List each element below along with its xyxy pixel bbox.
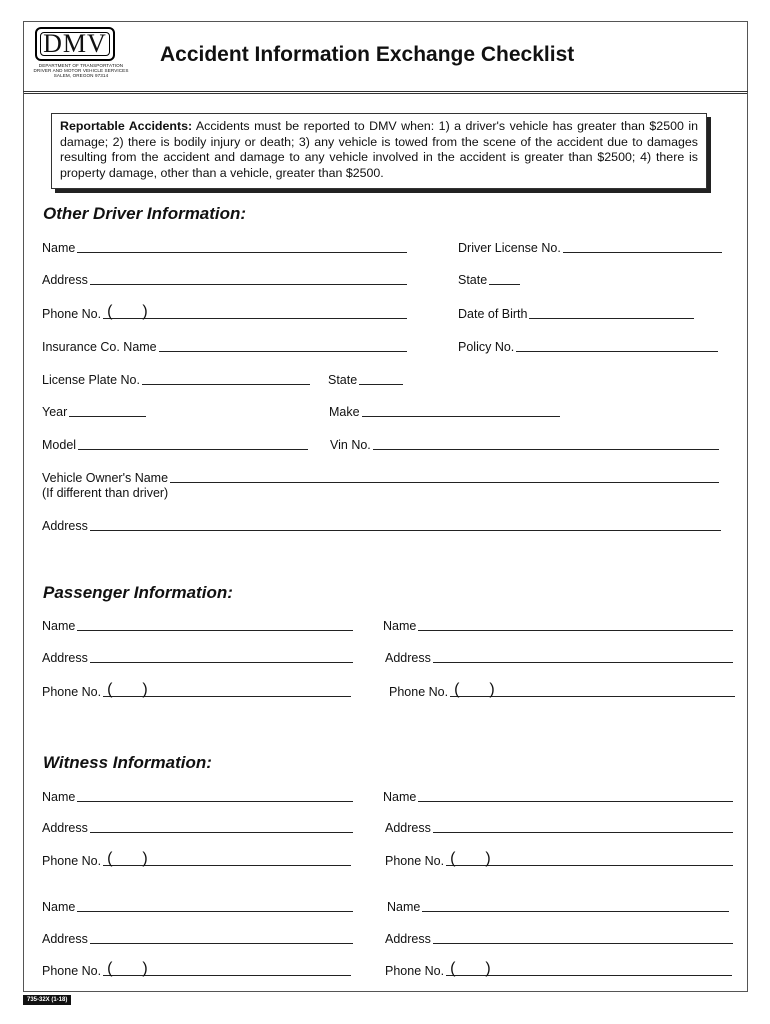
- area-code-parens: ( ): [454, 681, 495, 698]
- field-label: State: [328, 373, 358, 387]
- page-border-right: [747, 93, 748, 992]
- witness-3-phone-field[interactable]: [42, 960, 351, 978]
- field-label: Date of Birth: [458, 307, 528, 321]
- passenger-2-address-field[interactable]: [385, 650, 733, 665]
- area-code-parens: ( ): [107, 681, 148, 698]
- notice-lead: Reportable Accidents:: [60, 119, 193, 133]
- field-label: Address: [42, 821, 88, 835]
- field-label: Phone No.: [385, 964, 445, 978]
- passenger-2-phone-field[interactable]: [389, 681, 735, 699]
- field-label: Address: [385, 651, 431, 665]
- field-label: Vin No.: [330, 438, 371, 452]
- witness-4-name-field[interactable]: [387, 899, 729, 914]
- logo-subtitle-3: SALEM, OREGON 97314: [53, 73, 109, 78]
- field-label: State: [458, 273, 488, 287]
- passenger-2-name-field[interactable]: [383, 618, 733, 633]
- vin-number-field[interactable]: [330, 437, 719, 452]
- field-label: Name: [387, 900, 421, 914]
- area-code-parens: ( ): [107, 960, 148, 977]
- field-label: Name: [42, 619, 76, 633]
- field-label: License Plate No.: [42, 373, 140, 387]
- area-code-parens: ( ): [107, 850, 148, 867]
- witness-1-phone-field[interactable]: [42, 850, 351, 868]
- form-code-badge: 735-32X (1-18): [23, 995, 71, 1005]
- area-code-parens: ( ): [107, 303, 148, 320]
- dmv-logo: [27, 27, 135, 87]
- license-plate-field[interactable]: [42, 372, 310, 387]
- field-label: Phone No.: [385, 854, 445, 868]
- field-label: Driver License No.: [458, 241, 561, 255]
- vehicle-make-field[interactable]: [329, 404, 560, 419]
- area-code-parens: ( ): [450, 960, 491, 977]
- other-driver-state-field[interactable]: [458, 272, 520, 287]
- witness-2-phone-field[interactable]: [385, 850, 733, 868]
- area-code-parens: ( ): [450, 850, 491, 867]
- policy-number-field[interactable]: [458, 339, 718, 354]
- page-border-bottom: [23, 991, 748, 992]
- vehicle-owner-name-field[interactable]: [42, 470, 719, 485]
- owner-note: (If different than driver): [42, 486, 169, 500]
- field-label: Phone No.: [42, 964, 102, 978]
- field-label: Vehicle Owner's Name: [42, 471, 169, 485]
- date-of-birth-field[interactable]: [458, 306, 694, 321]
- field-label: Model: [42, 438, 77, 452]
- witness-1-name-field[interactable]: [42, 789, 353, 804]
- field-label: Phone No.: [389, 685, 449, 699]
- field-label: Name: [383, 619, 417, 633]
- field-label: Address: [42, 651, 88, 665]
- witness-4-phone-field[interactable]: [385, 960, 732, 978]
- witness-1-address-field[interactable]: [42, 820, 353, 835]
- passenger-1-name-field[interactable]: [42, 618, 353, 633]
- section-title-witness: Witness Information:: [43, 753, 212, 772]
- other-driver-phone-field[interactable]: [42, 303, 407, 321]
- field-label: Insurance Co. Name: [42, 340, 157, 354]
- other-driver-address-field[interactable]: [42, 272, 407, 287]
- section-title-passenger: Passenger Information:: [43, 583, 233, 602]
- witness-3-name-field[interactable]: [42, 899, 353, 914]
- logo-subtitle-2: DRIVER AND MOTOR VEHICLE SERVICES: [33, 68, 129, 73]
- field-label: Address: [42, 273, 88, 287]
- passenger-1-phone-field[interactable]: [42, 681, 351, 699]
- field-label: Address: [42, 932, 88, 946]
- reportable-accidents-notice: [51, 113, 707, 189]
- field-label: Name: [42, 790, 76, 804]
- vehicle-year-field[interactable]: [42, 404, 146, 419]
- witness-2-name-field[interactable]: [383, 789, 733, 804]
- field-label: Address: [42, 519, 88, 533]
- field-label: Phone No.: [42, 685, 102, 699]
- field-label: Address: [385, 932, 431, 946]
- header-rule: [23, 91, 748, 94]
- field-label: Year: [42, 405, 68, 419]
- field-label: Phone No.: [42, 307, 102, 321]
- driver-license-field[interactable]: [458, 240, 722, 255]
- insurance-company-field[interactable]: [42, 339, 407, 354]
- logo-text: DMV: [43, 29, 107, 58]
- plate-state-field[interactable]: [328, 372, 403, 387]
- vehicle-owner-address-field[interactable]: [42, 518, 721, 533]
- witness-3-address-field[interactable]: [42, 931, 353, 946]
- logo-badge: [35, 27, 115, 61]
- field-label: Policy No.: [458, 340, 515, 354]
- section-title-other-driver: Other Driver Information:: [43, 204, 247, 223]
- other-driver-name-field[interactable]: [42, 240, 407, 255]
- witness-4-address-field[interactable]: [385, 931, 733, 946]
- witness-2-address-field[interactable]: [385, 820, 733, 835]
- page-title: Accident Information Exchange Checklist: [160, 43, 575, 66]
- page-border-left: [23, 93, 24, 992]
- field-label: Make: [329, 405, 360, 419]
- field-label: Name: [42, 900, 76, 914]
- field-label: Name: [383, 790, 417, 804]
- passenger-1-address-field[interactable]: [42, 650, 353, 665]
- field-label: Address: [385, 821, 431, 835]
- field-label: Name: [42, 241, 76, 255]
- notice-text: Accidents must be reported to DMV when: 1) a driver's vehicle has greater than $2500 in damage; 2) there is bodily injury or death; 3) any vehicle is towed from the scene of the accident due to damages resulting from the accident and damage to any vehicle involved in the accident is greater than $2500; 4) there is property damage, other than a vehicle, greater than $2500.: [60, 119, 698, 180]
- field-label: Phone No.: [42, 854, 102, 868]
- vehicle-model-field[interactable]: [42, 437, 308, 452]
- logo-subtitle-1: DEPARTMENT OF TRANSPORTATION: [38, 63, 124, 68]
